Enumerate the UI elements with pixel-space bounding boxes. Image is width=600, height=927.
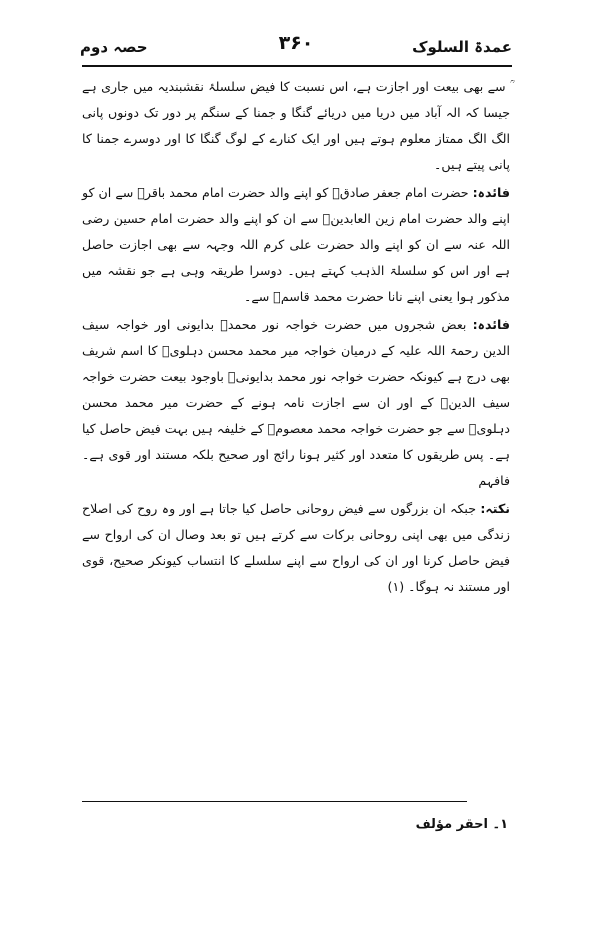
paragraph: [82, 496, 510, 600]
page-number: ۳۶۰: [278, 32, 314, 54]
part-label: حصہ دوم: [80, 38, 148, 56]
book-title: عمدۃ السلوک: [412, 38, 512, 56]
paragraph: [82, 312, 510, 494]
footnote: ۱۔ احقر مؤلف: [415, 817, 508, 832]
paragraph-text: حضرت امام جعفر صادقؒ کو اپنے والد حضرت امام محمد باقرؒ سے ان کو اپنے والد حضرت امام زین العابدینؒ سے ان کو اپنے والد حضرت امام حسین رضی اللہ عنہ سے ان کو اپنے والد حضرت علی کرم اللہ وجہہ سے بھی اجازت حاصل ہے اور اس کو سلسلۃ الذہب کہتے ہیں۔ دوسرا طریقہ وہی ہے جو نقشہ میں مذکور ہوا یعنی اپنے نانا حضرت محمد قاسمؒ سے۔: [82, 185, 510, 304]
paragraph-label: فائدہ:: [472, 185, 510, 200]
page-header: [80, 30, 512, 64]
paragraph-text: بعض شجروں میں حضرت خواجہ نور محمدؒ بدایونی اور خواجہ سیف الدین رحمۃ اللہ علیہ کے درمیان خواجہ میر محمد محسن دہلویؒ کا اسم شریف بھی درج ہے کیونکہ حضرت خواجہ نور محمد بدایونیؒ باوجود بیعت حضرت خواجہ سیف الدینؒ کے اور ان سے اجازت نامہ ہونے کے حضرت میر محمد محسن دہلویؒ سے جو حضرت خواجہ محمد معصومؒ کے خلیفہ ہیں بہت فیض حاصل کیا ہے۔ پس طریقوں کا متعدد اور کثیر ہونا رائج اور صحیح بلکہ مستند اور قوی ہے۔ فافہم: [82, 317, 510, 488]
header-rule: [82, 65, 512, 67]
paragraph-label: نکتہ:: [480, 501, 510, 516]
paragraph: [82, 180, 510, 310]
paragraph-text: ؒ سے بھی بیعت اور اجازت ہے، اس نسبت کا فیض سلسلۂ نقشبندیہ میں جاری ہے جیسا کہ الہ آباد میں دریا میں دریائے گنگا و جمنا کے سنگم پر دور تک دونوں پانی الگ الگ ممتاز معلوم ہوتے ہیں اور ایک کنارے کے لوگ گنگا کا اور دوسرے جمنا کا پانی پیتے ہیں۔: [82, 79, 510, 172]
footnote-rule: [82, 801, 467, 802]
paragraph-text: جبکہ ان بزرگوں سے فیض روحانی حاصل کیا جاتا ہے اور وہ روح کی اصلاح زندگی میں بھی اپنی روحانی برکات سے کرتے ہیں تو بعد وصال ان کی ارواح سے فیض حاصل کرنا اور ان کی ارواح سے اپنے سلسلے کا انتساب کیونکر صحیح، قوی اور مستند نہ ہوگا۔ (۱): [82, 501, 510, 594]
paragraph: [82, 74, 510, 178]
paragraph-label: فائدہ:: [472, 317, 510, 332]
page-body: [82, 74, 510, 602]
